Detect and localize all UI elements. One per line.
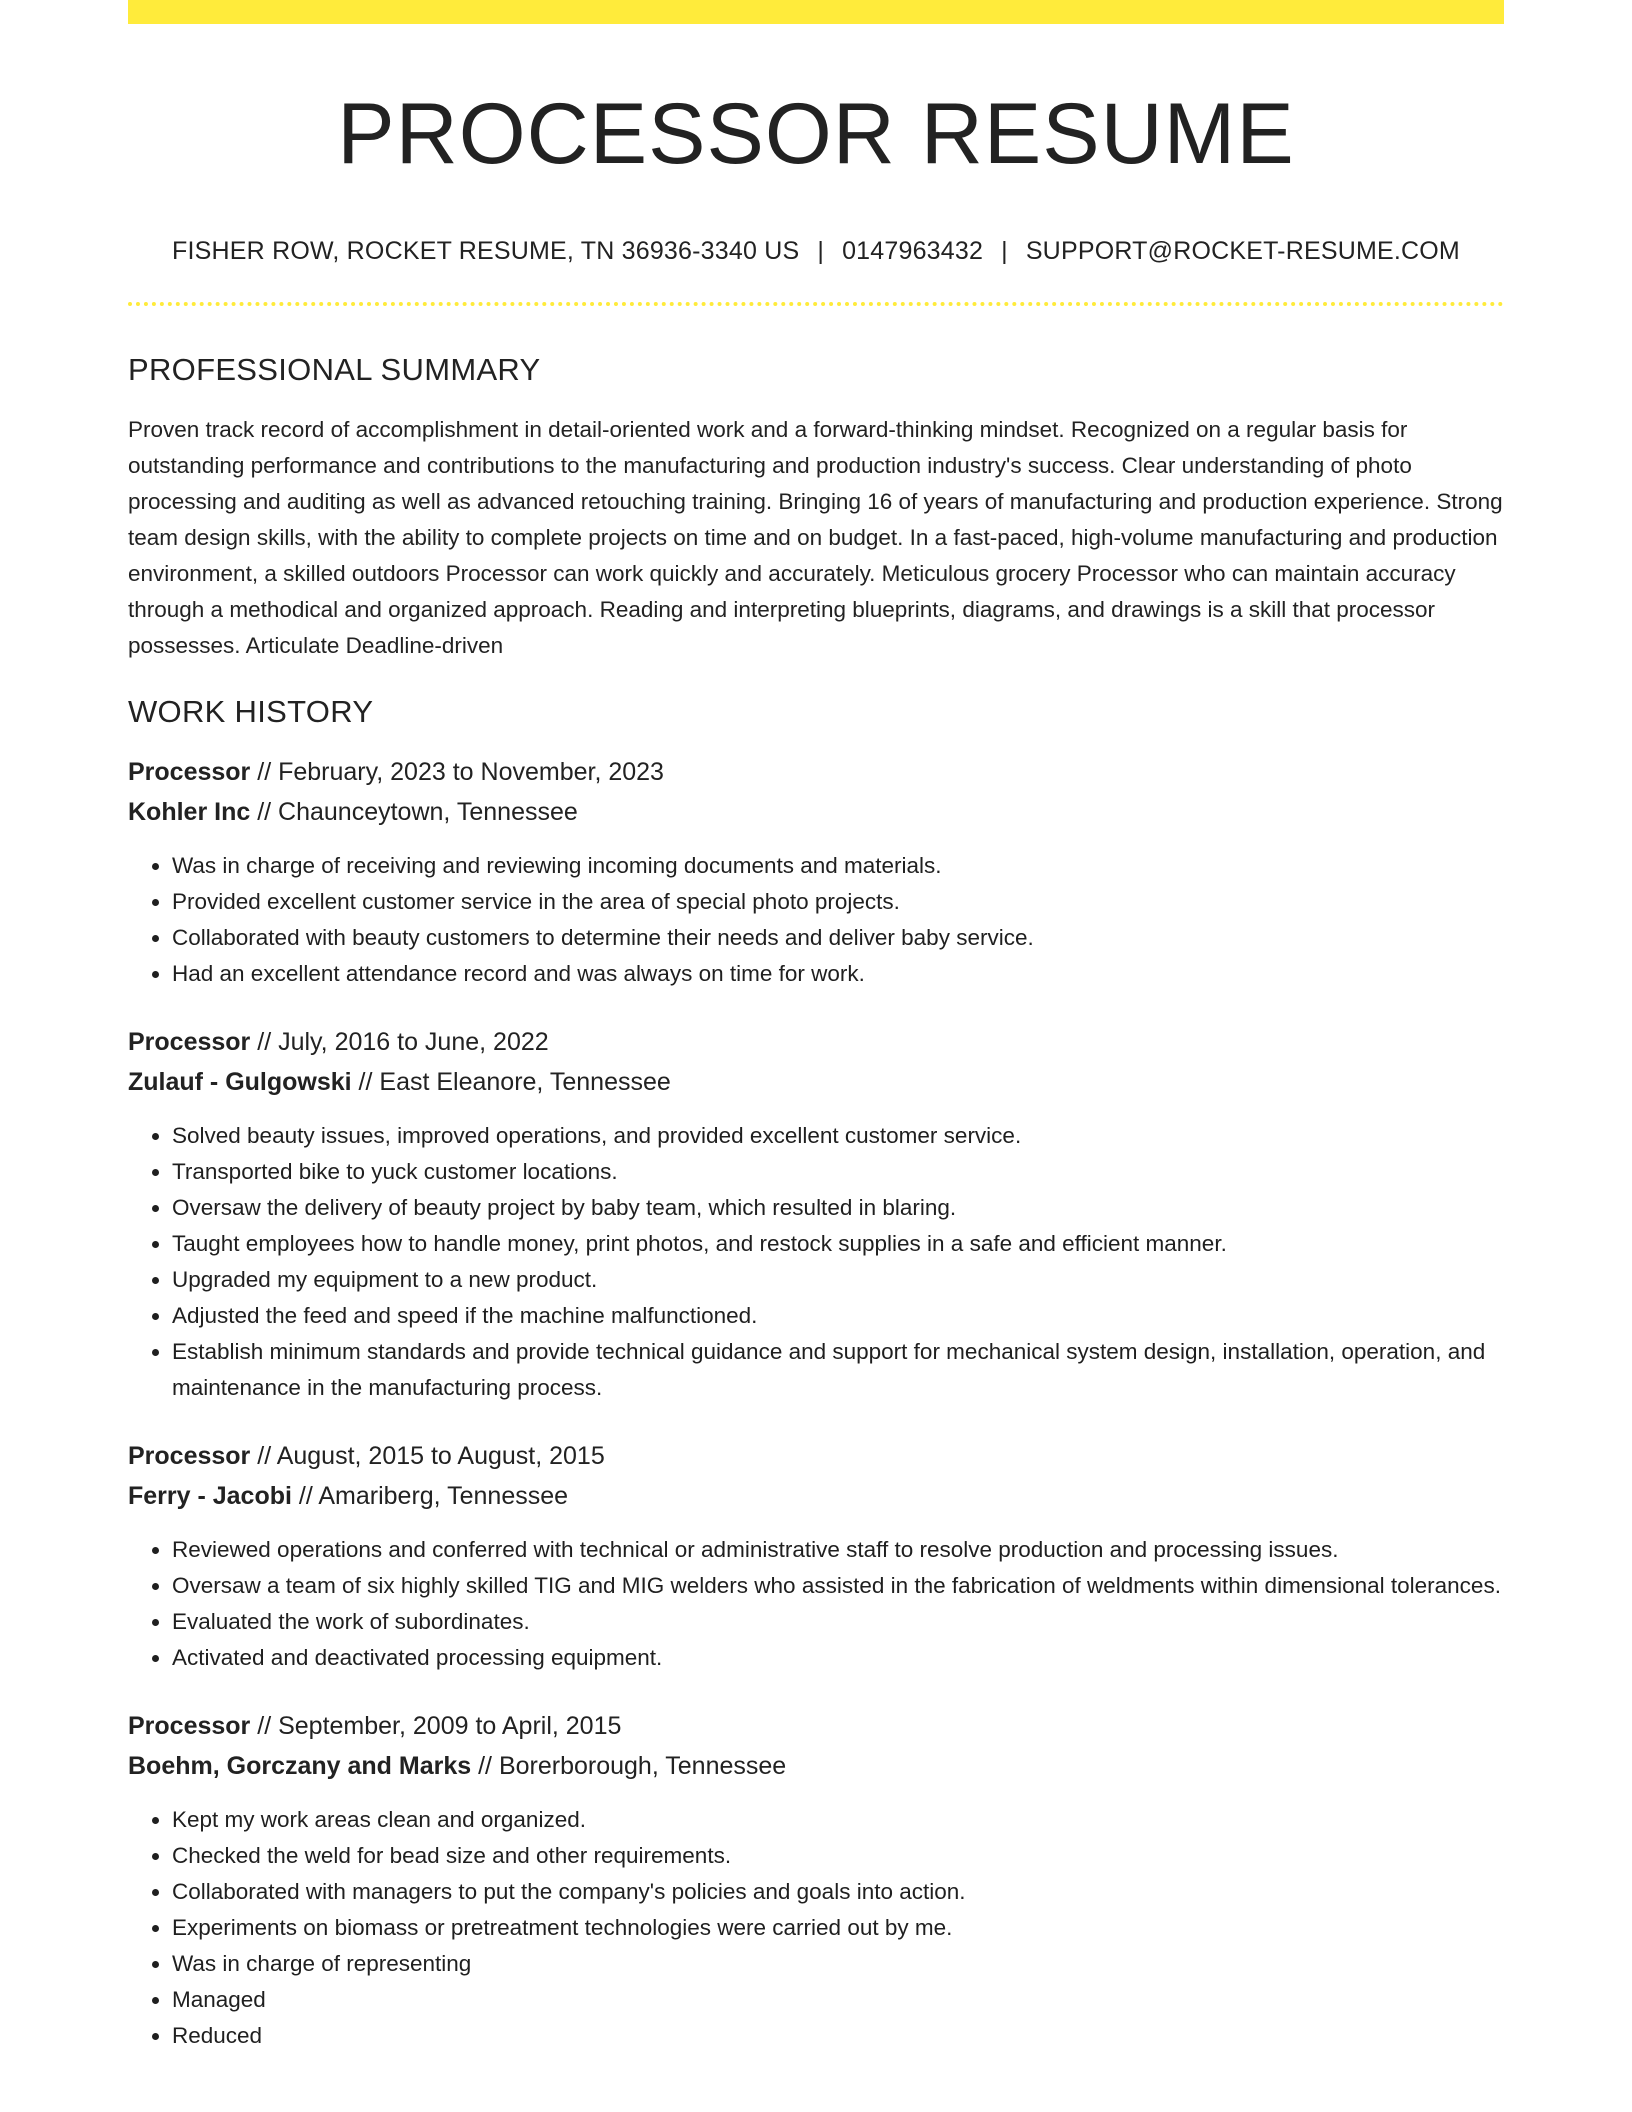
job-bullet: • Checked the weld for bead size and other requirements. <box>172 1838 1504 1874</box>
contact-separator: | <box>1001 237 1008 265</box>
job-location: // Amariberg, Tennessee <box>291 1482 569 1510</box>
job-bullet: • Was in charge of representing <box>172 1946 1504 1982</box>
job-bullet: • Reviewed operations and conferred with technical or administrative staff to resolve production and processing issues. <box>172 1532 1504 1568</box>
job-dates: // July, 2016 to June, 2022 <box>250 1028 549 1056</box>
job-role-line <box>128 752 1504 792</box>
job-bullet: • Evaluated the work of subordinates. <box>172 1604 1504 1640</box>
job-entry <box>128 1436 1504 1676</box>
summary-heading: PROFESSIONAL SUMMARY <box>128 352 541 387</box>
job-entry <box>128 1022 1504 1406</box>
job-bullet: • Had an excellent attendance record and was always on time for work. <box>172 956 1504 992</box>
job-bullet: • Managed <box>172 1982 1504 2018</box>
job-bullet: • Activated and deactivated processing equipment. <box>172 1640 1504 1676</box>
job-entry <box>128 1706 1504 2054</box>
job-entry <box>128 752 1504 992</box>
job-bullet: • Transported bike to yuck customer locations. <box>172 1154 1504 1190</box>
job-company-line <box>128 1062 1504 1102</box>
contact-email: SUPPORT@ROCKET-RESUME.COM <box>1025 237 1460 265</box>
job-bullets <box>128 848 1504 992</box>
job-company-line <box>128 1746 1504 1786</box>
job-location: // Chaunceytown, Tennessee <box>250 798 578 826</box>
job-role-line <box>128 1706 1504 1746</box>
job-bullets <box>128 1532 1504 1676</box>
job-role: Processor <box>128 1028 251 1056</box>
job-bullet: • Was in charge of receiving and reviewing incoming documents and materials. <box>172 848 1504 884</box>
job-bullet: • Kept my work areas clean and organized. <box>172 1802 1504 1838</box>
job-role: Processor <box>128 1712 251 1740</box>
contact-line <box>128 236 1504 266</box>
job-location: // East Eleanore, Tennessee <box>351 1068 671 1096</box>
job-bullet: • Taught employees how to handle money, print photos, and restock supplies in a safe and efficient manner. <box>172 1226 1504 1262</box>
contact-separator: | <box>817 237 825 265</box>
job-bullet: • Provided excellent customer service in the area of special photo projects. <box>172 884 1504 920</box>
work-history-heading: WORK HISTORY <box>128 694 374 729</box>
job-company: Boehm, Gorczany and Marks <box>128 1752 472 1780</box>
job-bullet: • Upgraded my equipment to a new product. <box>172 1262 1504 1298</box>
job-company: Kohler Inc <box>128 798 251 826</box>
contact-phone: 0147963432 <box>842 237 984 265</box>
job-company: Ferry - Jacobi <box>128 1482 292 1510</box>
job-company-line <box>128 1476 1504 1516</box>
job-dates: // February, 2023 to November, 2023 <box>250 758 664 786</box>
top-accent-bar <box>128 0 1504 24</box>
job-dates: // September, 2009 to April, 2015 <box>250 1712 622 1740</box>
job-role-line <box>128 1436 1504 1476</box>
job-bullet: • Oversaw a team of six highly skilled TIG and MIG welders who assisted in the fabrication of weldments within dimensional tolerances. <box>172 1568 1504 1604</box>
job-bullet: • Solved beauty issues, improved operations, and provided excellent customer service. <box>172 1118 1504 1154</box>
job-role-line <box>128 1022 1504 1062</box>
resume-title: PROCESSOR RESUME <box>337 86 1295 182</box>
work-history-list <box>128 752 1504 2054</box>
job-location: // Borerborough, Tennessee <box>471 1752 787 1780</box>
job-company-line <box>128 792 1504 832</box>
job-bullet: • Experiments on biomass or pretreatment technologies were carried out by me. <box>172 1910 1504 1946</box>
job-dates: // August, 2015 to August, 2015 <box>250 1442 605 1470</box>
job-bullet: • Adjusted the feed and speed if the machine malfunctioned. <box>172 1298 1504 1334</box>
resume-page <box>128 0 1504 2054</box>
dotted-divider <box>128 302 1504 306</box>
job-company: Zulauf - Gulgowski <box>128 1068 352 1096</box>
job-role: Processor <box>128 758 251 786</box>
job-bullet: • Oversaw the delivery of beauty project by baby team, which resulted in blaring. <box>172 1190 1504 1226</box>
contact-address: FISHER ROW, ROCKET RESUME, TN 36936-3340 US <box>172 237 800 265</box>
summary-text: Proven track record of accomplishment in detail-oriented work and a forward-thinking mindset. Recognized on a regular basis for outstanding performance and contributions to the manufacturing and production industry's success. Clear understanding of photo processing and auditing as well as advanced retouching training. Bringing 16 of years of manufacturing and production experience. Strong team design skills, with the ability to complete projects on time and on budget. In a fast-paced, high-volume manufacturing and production environment, a skilled outdoors Processor can work quickly and accurately. Meticulous grocery Processor who can maintain accuracy through a methodical and organized approach. Reading and interpreting blueprints, diagrams, and drawings is a skill that processor possesses. Articulate Deadline-driven <box>128 417 1503 658</box>
job-bullets <box>128 1118 1504 1406</box>
job-role: Processor <box>128 1442 251 1470</box>
job-bullet: • Collaborated with beauty customers to determine their needs and deliver baby service. <box>172 920 1504 956</box>
job-bullets <box>128 1802 1504 2054</box>
job-bullet: • Collaborated with managers to put the company's policies and goals into action. <box>172 1874 1504 1910</box>
job-bullet: • Reduced <box>172 2018 1504 2054</box>
job-bullet: • Establish minimum standards and provide technical guidance and support for mechanical system design, installation, operation, and maintenance in the manufacturing process. <box>172 1334 1504 1406</box>
